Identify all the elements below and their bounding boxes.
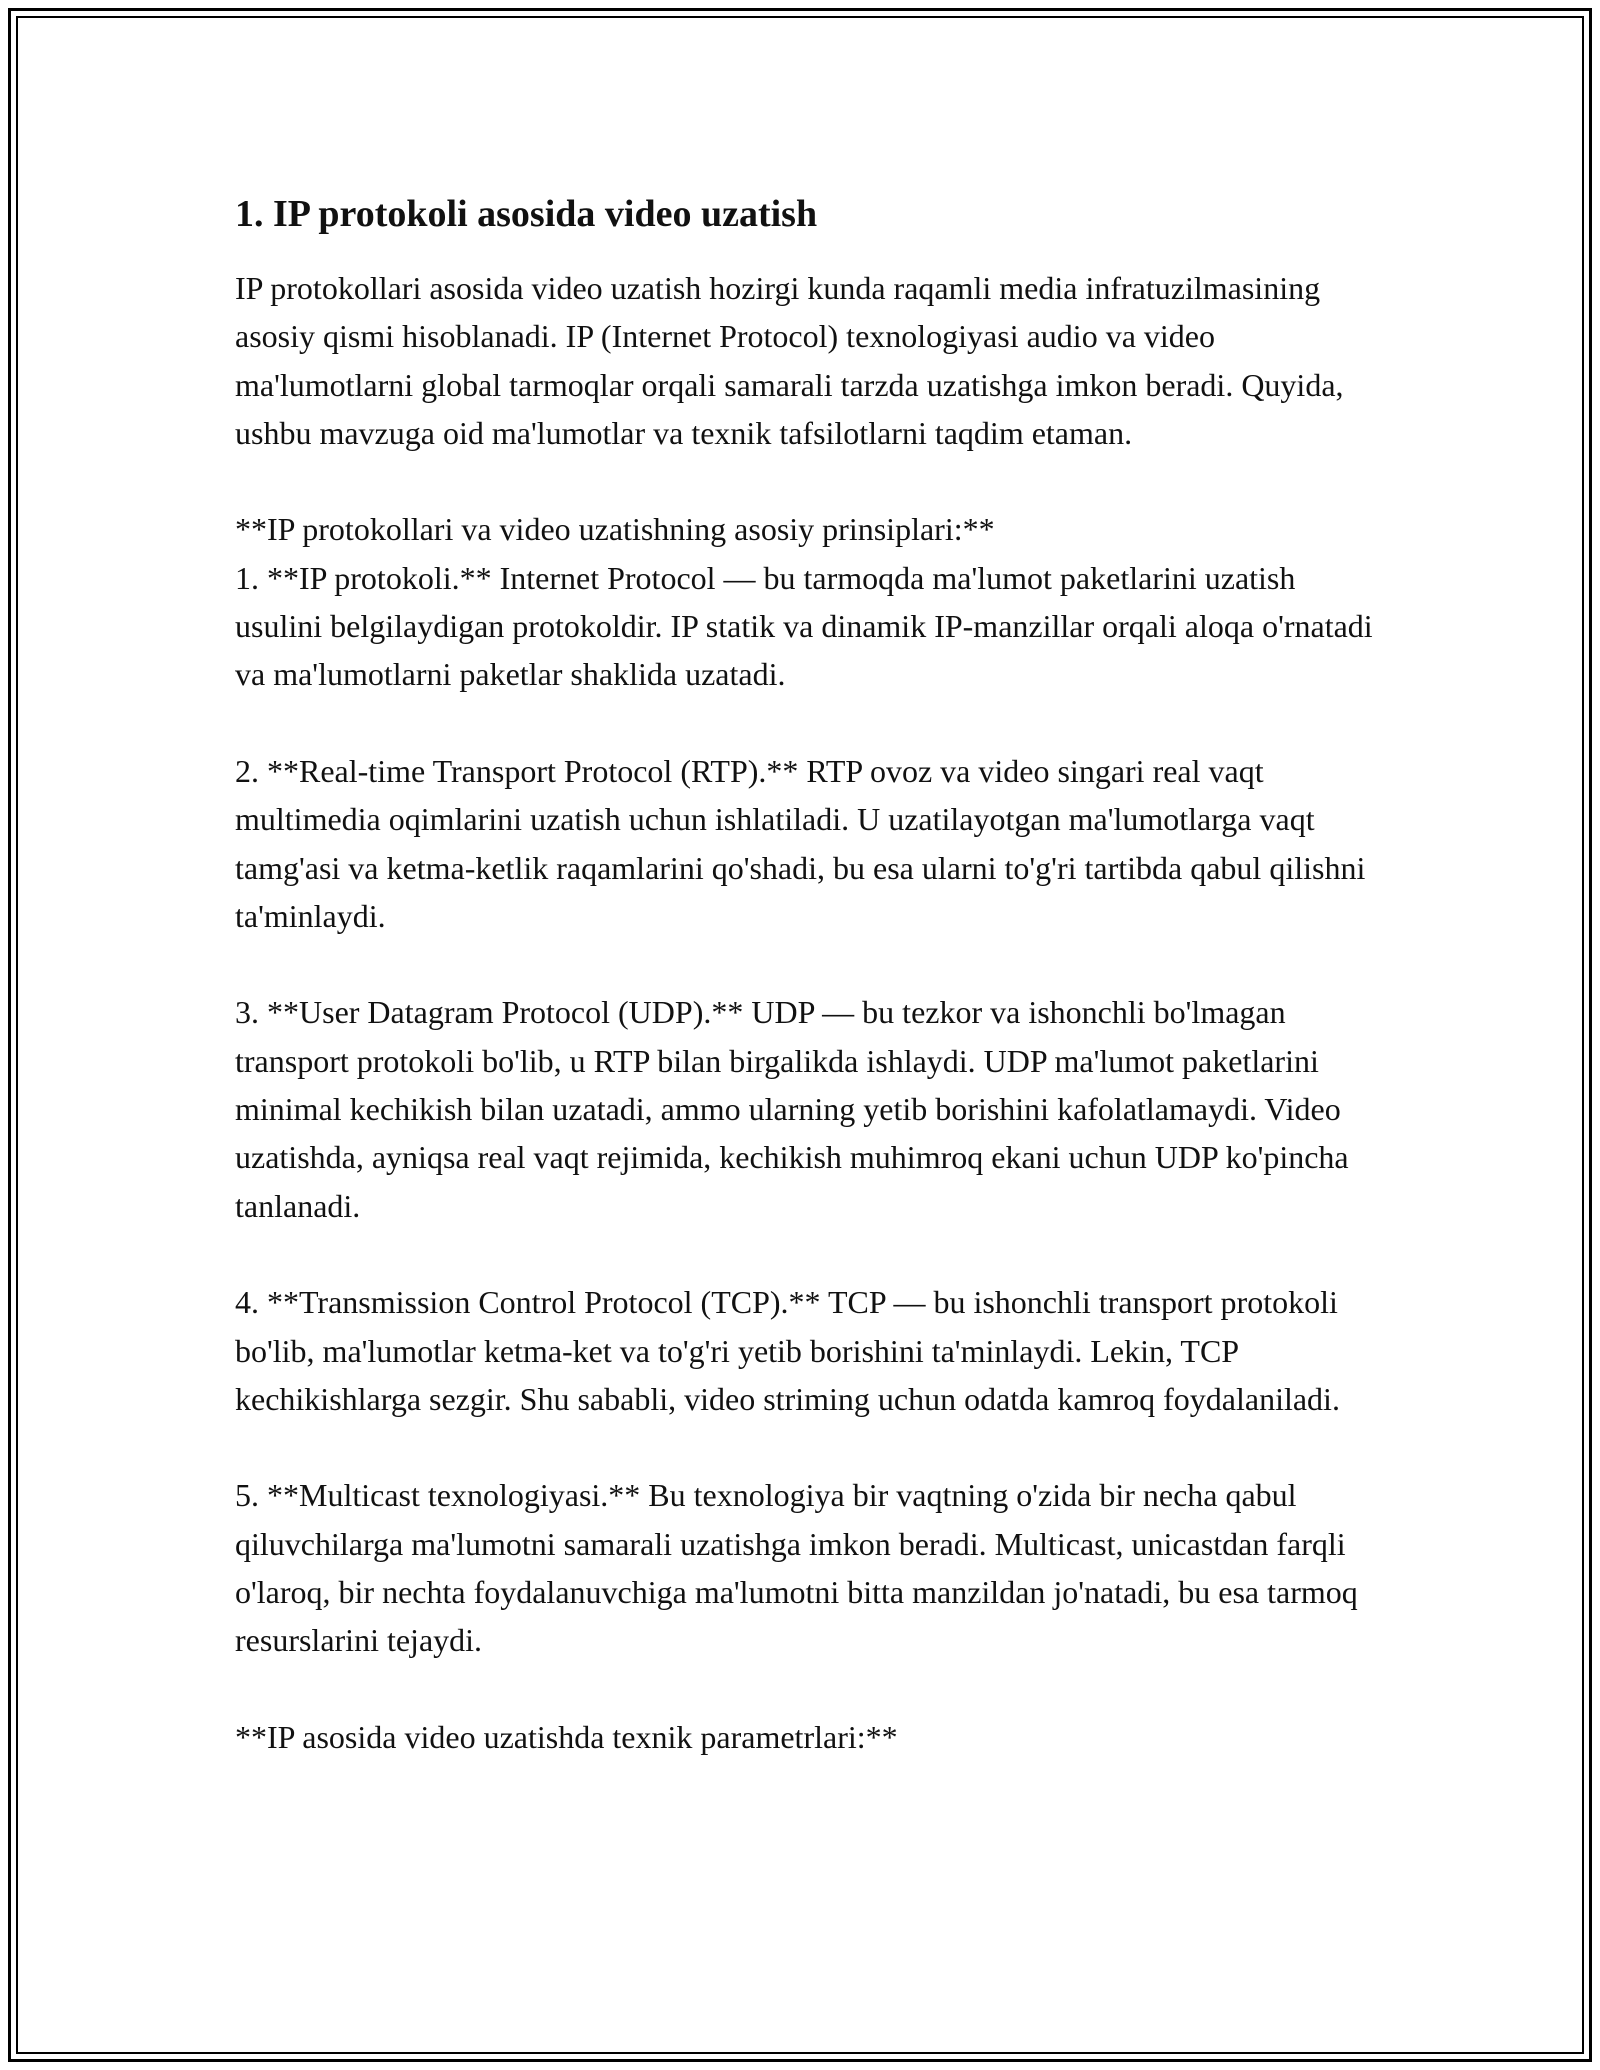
list-item-rtp: 2. **Real-time Transport Protocol (RTP).** RTP ovoz va video singari real vaqt multimedia oqimlarini uzatish uchun ishlatiladi. U uzatilayotgan ma'lumotlarga vaqt tamg'asi va ketma-ketlik raqamlarini qo'shadi, bu esa ularni to'g'ri tartibda qabul qilishni ta'minlaydi. [235,752,1366,934]
paragraph-spacer [235,1665,1375,1713]
principles-heading: **IP protokollari va video uzatishning asosiy prinsiplari:** [235,511,995,548]
paragraph-spacer [235,1423,1375,1471]
list-item-tcp: 4. **Transmission Control Protocol (TCP).** TCP — bu ishonchli transport protokoli bo'lib, ma'lumotlar ketma-ket va to'g'ri yetib borishini ta'minlaydi. Lekin, TCP kechikishlarga sezgir. Shu sababli, video striming uchun odatda kamroq foydalaniladi. [235,1284,1340,1417]
paragraph-spacer [235,1230,1375,1278]
document-title: 1. IP protokoli asosida video uzatish [235,193,818,235]
list-item-multicast: 5. **Multicast texnologiyasi.** Bu texnologiya bir vaqtning o'zida bir necha qabul qiluvchilarga ma'lumotni samarali uzatishga imkon beradi. Multicast, unicastdan farqli o'laroq, bir nechta foydalanuvchiga ma'lumotni bitta manzildan jo'natadi, bu esa tarmoq resurslarini tejaydi. [235,1477,1358,1659]
paragraph-spacer [235,940,1375,988]
parameters-heading: **IP asosida video uzatishda texnik parametrlari:** [235,1718,898,1755]
intro-paragraph: IP protokollari asosida video uzatish hozirgi kunda raqamli media infratuzilmasining asosiy qismi hisoblanadi. IP (Internet Protocol) texnologiyasi audio va video ma'lumotlarni global tarmoqlar orqali samarali tarzda uzatishga imkon beradi. Quyida, ushbu mavzuga oid ma'lumotlar va texnik tafsilotlarni taqdim etaman. [235,270,1344,451]
paragraph-spacer [235,699,1375,747]
document-body [235,190,1375,1761]
paragraph-spacer [235,457,1375,505]
list-item-udp: 3. **User Datagram Protocol (UDP).** UDP — bu tezkor va ishonchli bo'lmagan transport protokoli bo'lib, u RTP bilan birgalikda ishlaydi. UDP ma'lumot paketlarini minimal kechikish bilan uzatadi, ammo ularning yetib borishini kafolatlamaydi. Video uzatishda, ayniqsa real vaqt rejimida, kechikish muhimroq ekani uchun UDP ko'pincha tanlanadi. [235,994,1349,1224]
list-item-ip: 1. **IP protokoli.** Internet Protocol — bu tarmoqda ma'lumot paketlarini uzatish usulini belgilaydigan protokoldir. IP statik va dinamik IP-manzillar orqali aloqa o'rnatadi va ma'lumotlarni paketlar shaklida uzatadi. [235,559,1373,693]
